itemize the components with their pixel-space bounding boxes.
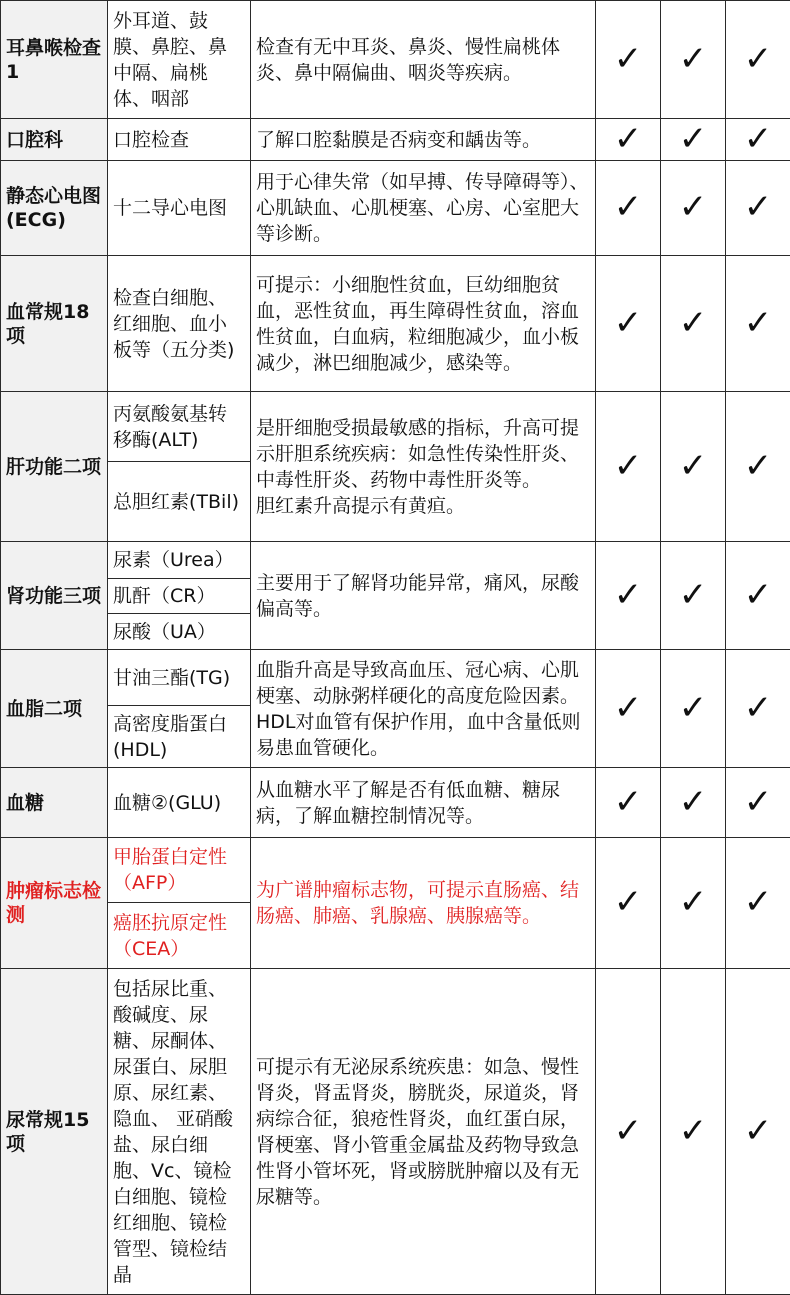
description-cell: 可提示有无泌尿系统疾患：如急、慢性肾炎，肾盂肾炎，膀胱炎，尿道炎，肾病综合征，狼疮性肾炎，血红蛋白尿，肾梗塞、肾小管重金属盐及药物导致急性肾小管坏死，肾或膀胱肿瘤以及有无尿糖等。 bbox=[251, 969, 596, 1295]
category-cell: 肿瘤标志检测 bbox=[1, 838, 108, 969]
item-cell: 外耳道、鼓膜、鼻腔、鼻中隔、扁桃体、咽部 bbox=[108, 1, 251, 119]
check-cell bbox=[596, 650, 661, 768]
table-row bbox=[1, 838, 790, 903]
item-cell: 总胆红素(TBil) bbox=[108, 462, 251, 542]
table-row bbox=[1, 969, 790, 1295]
item-cell: 癌胚抗原定性（CEA） bbox=[108, 903, 251, 969]
item-cell: 高密度脂蛋白(HDL) bbox=[108, 706, 251, 768]
description-cell: 了解口腔黏膜是否病变和龋齿等。 bbox=[251, 119, 596, 161]
check-icon: ✓ bbox=[744, 42, 773, 76]
category-cell: 肝功能二项 bbox=[1, 392, 108, 542]
check-cell bbox=[726, 838, 790, 969]
item-cell: 尿酸（UA） bbox=[108, 614, 251, 650]
check-icon: ✓ bbox=[744, 691, 773, 725]
category-cell: 血脂二项 bbox=[1, 650, 108, 768]
table-row bbox=[1, 161, 790, 256]
category-cell: 静态心电图(ECG) bbox=[1, 161, 108, 256]
table-row bbox=[1, 542, 790, 579]
check-icon: ✓ bbox=[614, 691, 643, 725]
check-cell bbox=[661, 650, 726, 768]
check-cell bbox=[661, 119, 726, 161]
description-cell: 从血糖水平了解是否有低血糖、糖尿病，了解血糖控制情况等。 bbox=[251, 768, 596, 838]
category-cell: 血常规18项 bbox=[1, 256, 108, 392]
check-icon: ✓ bbox=[614, 885, 643, 919]
check-icon: ✓ bbox=[679, 578, 708, 612]
check-cell bbox=[596, 542, 661, 650]
table-row bbox=[1, 650, 790, 706]
check-cell bbox=[661, 542, 726, 650]
category-cell: 血糖 bbox=[1, 768, 108, 838]
item-cell: 肌酐（CR） bbox=[108, 579, 251, 614]
check-cell bbox=[661, 392, 726, 542]
item-cell: 甘油三酯(TG) bbox=[108, 650, 251, 706]
description-cell: 用于心律失常（如早搏、传导障碍等）、心肌缺血、心肌梗塞、心房、心室肥大等诊断。 bbox=[251, 161, 596, 256]
check-cell bbox=[596, 161, 661, 256]
check-cell bbox=[726, 119, 790, 161]
check-icon: ✓ bbox=[679, 785, 708, 819]
check-icon: ✓ bbox=[679, 306, 708, 340]
check-icon: ✓ bbox=[679, 1114, 708, 1148]
check-icon: ✓ bbox=[744, 785, 773, 819]
description-cell: 血脂升高是导致高血压、冠心病、心肌梗塞、动脉粥样硬化的高度危险因素。HDL对血管有保护作用，血中含量低则易患血管硬化。 bbox=[251, 650, 596, 768]
check-icon: ✓ bbox=[614, 306, 643, 340]
check-cell bbox=[726, 650, 790, 768]
check-icon: ✓ bbox=[614, 578, 643, 612]
check-cell bbox=[596, 119, 661, 161]
check-icon: ✓ bbox=[614, 449, 643, 483]
description-cell: 主要用于了解肾功能异常，痛风，尿酸偏高等。 bbox=[251, 542, 596, 650]
check-icon: ✓ bbox=[614, 785, 643, 819]
check-cell bbox=[596, 1, 661, 119]
check-cell bbox=[726, 392, 790, 542]
item-cell: 丙氨酸氨基转移酶(ALT) bbox=[108, 392, 251, 462]
check-icon: ✓ bbox=[744, 885, 773, 919]
check-icon: ✓ bbox=[744, 306, 773, 340]
check-icon: ✓ bbox=[679, 190, 708, 224]
check-cell bbox=[661, 969, 726, 1295]
check-icon: ✓ bbox=[744, 578, 773, 612]
check-icon: ✓ bbox=[744, 190, 773, 224]
check-cell bbox=[726, 161, 790, 256]
check-cell bbox=[596, 838, 661, 969]
check-cell bbox=[661, 1, 726, 119]
check-cell bbox=[661, 838, 726, 969]
item-cell: 甲胎蛋白定性（AFP） bbox=[108, 838, 251, 903]
check-cell bbox=[661, 768, 726, 838]
check-cell bbox=[596, 969, 661, 1295]
check-icon: ✓ bbox=[679, 691, 708, 725]
check-icon: ✓ bbox=[614, 190, 643, 224]
check-cell bbox=[726, 1, 790, 119]
item-cell: 血糖②(GLU) bbox=[108, 768, 251, 838]
check-cell bbox=[596, 768, 661, 838]
description-cell: 是肝细胞受损最敏感的指标，升高可提示肝胆系统疾病：如急性传染性肝炎、中毒性肝炎、药物中毒性肝炎等。 胆红素升高提示有黄疸。 bbox=[251, 392, 596, 542]
table-row bbox=[1, 119, 790, 161]
check-cell bbox=[726, 542, 790, 650]
check-icon: ✓ bbox=[679, 42, 708, 76]
check-icon: ✓ bbox=[614, 122, 643, 156]
check-cell bbox=[726, 969, 790, 1295]
check-icon: ✓ bbox=[744, 122, 773, 156]
check-cell bbox=[661, 161, 726, 256]
check-icon: ✓ bbox=[744, 1114, 773, 1148]
check-icon: ✓ bbox=[679, 885, 708, 919]
category-cell: 尿常规15项 bbox=[1, 969, 108, 1295]
category-cell: 耳鼻喉检查1 bbox=[1, 1, 108, 119]
table-row bbox=[1, 256, 790, 392]
check-cell bbox=[661, 256, 726, 392]
check-cell bbox=[726, 768, 790, 838]
item-cell: 口腔检查 bbox=[108, 119, 251, 161]
item-cell: 十二导心电图 bbox=[108, 161, 251, 256]
category-cell: 肾功能三项 bbox=[1, 542, 108, 650]
description-cell: 为广谱肿瘤标志物，可提示直肠癌、结肠癌、肺癌、乳腺癌、胰腺癌等。 bbox=[251, 838, 596, 969]
check-cell bbox=[596, 392, 661, 542]
description-cell: 可提示：小细胞性贫血，巨幼细胞贫血，恶性贫血，再生障碍性贫血，溶血性贫血，白血病，粒细胞减少，血小板减少，淋巴细胞减少，感染等。 bbox=[251, 256, 596, 392]
check-icon: ✓ bbox=[679, 122, 708, 156]
check-icon: ✓ bbox=[744, 449, 773, 483]
table-row bbox=[1, 768, 790, 838]
table-row bbox=[1, 1, 790, 119]
check-icon: ✓ bbox=[614, 42, 643, 76]
check-icon: ✓ bbox=[679, 449, 708, 483]
description-cell: 检查有无中耳炎、鼻炎、慢性扁桃体炎、鼻中隔偏曲、咽炎等疾病。 bbox=[251, 1, 596, 119]
check-cell bbox=[726, 256, 790, 392]
table-row bbox=[1, 392, 790, 462]
item-cell: 尿素（Urea） bbox=[108, 542, 251, 579]
check-icon: ✓ bbox=[614, 1114, 643, 1148]
item-cell: 包括尿比重、酸碱度、尿糖、尿酮体、尿蛋白、尿胆原、尿红素、隐血、 亚硝酸盐、尿白细胞、Vc、镜检白细胞、镜检红细胞、镜检管型、镜检结晶 bbox=[108, 969, 251, 1295]
item-cell: 检查白细胞、红细胞、血小板等（五分类) bbox=[108, 256, 251, 392]
check-cell bbox=[596, 256, 661, 392]
category-cell: 口腔科 bbox=[1, 119, 108, 161]
